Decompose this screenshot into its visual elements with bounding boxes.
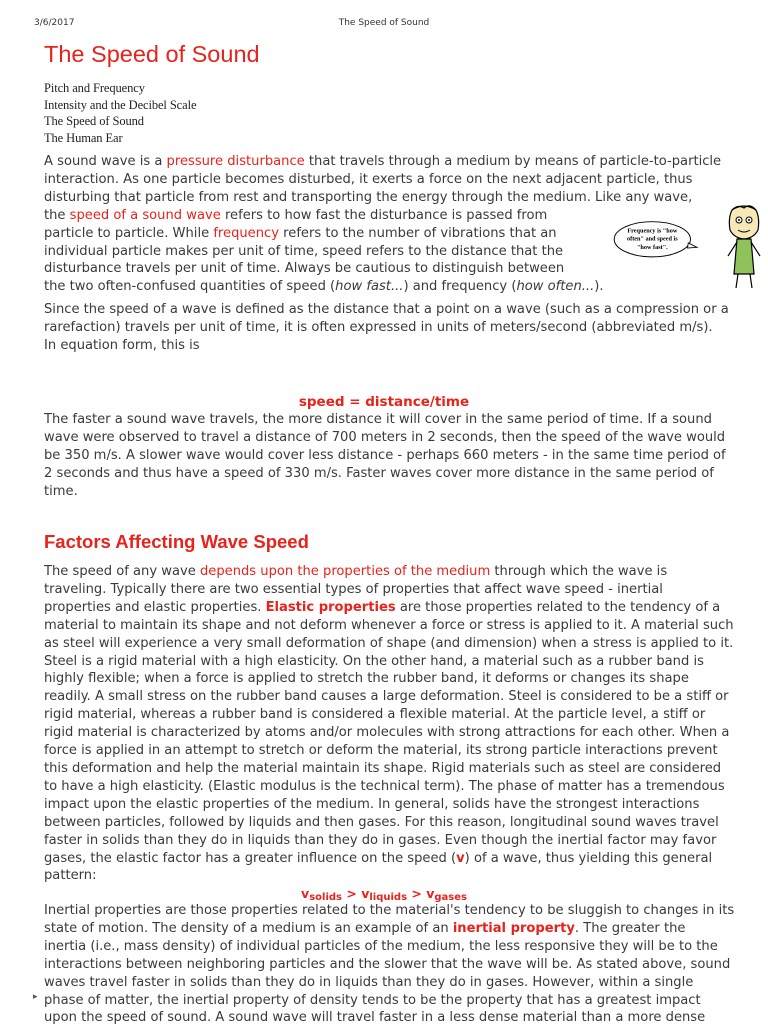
- toc-list: [44, 80, 444, 146]
- section-heading-factors: Factors Affecting Wave Speed: [44, 531, 309, 552]
- print-title: The Speed of Sound: [338, 18, 430, 28]
- frequency-link[interactable]: frequency: [213, 225, 279, 241]
- inertial-property-term: inertial property: [452, 920, 575, 936]
- inertial-paragraph: Inertial properties are those properties related to the material's tendency to be sluggish to changes in its state of motion. The density of a medium is an example of an inertial property. The greater the inertia (i.e., mass density) of individual particles of the medium, the less responsive they will be to the interactions between neighboring particles and the slower that the wave will be. As stated above, sound waves travel faster in solids than they do in liquids than they do in gases. However, within a single phase of matter, the inertial property of density tends to be the property that has a greatest impact upon the speed of sound. A sound wave will travel faster in a less dense material than a more dense: [44, 903, 735, 1026]
- bubble-text-3: "how fast".: [636, 243, 668, 251]
- toc-item-ear[interactable]: The Human Ear: [44, 130, 123, 145]
- bubble-text-2: often" and speed is: [627, 235, 678, 243]
- page-title: The Speed of Sound: [44, 41, 260, 67]
- elastic-properties-term: Elastic properties: [265, 599, 396, 615]
- medium-properties-link[interactable]: depends upon the properties of the medium: [199, 564, 491, 579]
- speed-definition-paragraph: Since the speed of a wave is defined as the distance that a point on a wave (such as a compression or a rarefaction) travels per unit of time, it is often expressed in units of meters/second (abbreviated m/s). In equation form, this is: [44, 302, 729, 353]
- print-header: [0, 18, 768, 30]
- velocity-symbol: v: [456, 850, 465, 866]
- toc-item-pitch[interactable]: Pitch and Frequency: [44, 81, 145, 95]
- bubble-text-1: Frequency is "how: [627, 227, 678, 235]
- speed-equation: speed = distance/time: [298, 394, 470, 410]
- speed-of-sound-link[interactable]: speed of a sound wave: [69, 207, 221, 223]
- cartoon-speech-bubble: [612, 210, 722, 270]
- speed-example-paragraph: The faster a sound wave travels, the more distance it will cover in the same period of time. If a sound wave were observed to travel a distance of 700 meters in 2 seconds, then the speed of the wave would be 350 m/s. A slower wave would cover less distance - perhaps 660 meters - in the same time period of 2 seconds and thus have a speed of 330 m/s. Faster waves cover more distance in the same period of time.: [44, 412, 726, 499]
- pressure-disturbance-link[interactable]: pressure disturbance: [166, 154, 305, 169]
- cursor-mark-icon: ▸: [33, 992, 38, 1002]
- cartoon-character-icon: [724, 204, 764, 290]
- print-date: 3/6/2017: [34, 18, 75, 28]
- intro-paragraph: A sound wave is a pressure disturbance that travels through a medium by means of particle-to-particle interaction. As one particle becomes disturbed, it exerts a force on the next adjacent particle, thus disturbing that particle from rest and transporting the energy through the medium. Like any wave, the speed of a sound wave refers to how fast the disturbance is passed from particle to particle. While frequency refers to the number of vibrations that an individual particle makes per unit of time, speed refers to the distance that the disturbance travels per unit of time. Always be cautious to distinguish between the two often-confused quantities of speed (how fast...) and frequency (how often...).: [44, 154, 722, 295]
- toc-item-speed[interactable]: The Speed of Sound: [44, 114, 144, 128]
- toc-item-intensity[interactable]: Intensity and the Decibel Scale: [44, 97, 197, 112]
- factors-paragraph: The speed of any wave depends upon the properties of the medium through which the wave is traveling. Typically there are two essential types of properties that affect wave speed - inertial properties and elastic properties. Elastic properties are those properties related to the tendency of a material to maintain its shape and not deform whenever a force or stress is applied to it. A material such as steel will experience a very small deformation of shape (and dimension) when a stress is applied to it. Steel is a rigid material with a high elasticity. On the other hand, a material such as a rubber band is highly flexible; when a force is applied to stretch the rubber band, it deforms or changes its shape readily. A small stress on the rubber band causes a large deformation. Steel is considered to be a stiff or rigid material, whereas a rubber band is considered a flexible material. At the particle level, a stiff or rigid material is characterized by atoms and/or molecules with strong attractions for each other. When a force is applied in an attempt to stretch or deform the material, its strong particle interactions prevent this deformation and help the material maintain its shape. Rigid materials such as steel are considered to have a high elasticity. (Elastic modulus is the technical term). The phase of matter has a tremendous impact upon the elastic properties of the medium. In general, solids have the strongest interactions between particles, followed by liquids and then gases. For this reason, longitudinal sound waves travel faster in solids than they do in liquids than they do in gases. Even though the inertial factor may favor gases, the elastic factor has a greater influence on the speed (v) of a wave, thus yielding this general pattern:: [44, 564, 734, 884]
- speed-pattern: $v_{solids} > v_{liquids} > v_{gases}$: [301, 886, 467, 903]
